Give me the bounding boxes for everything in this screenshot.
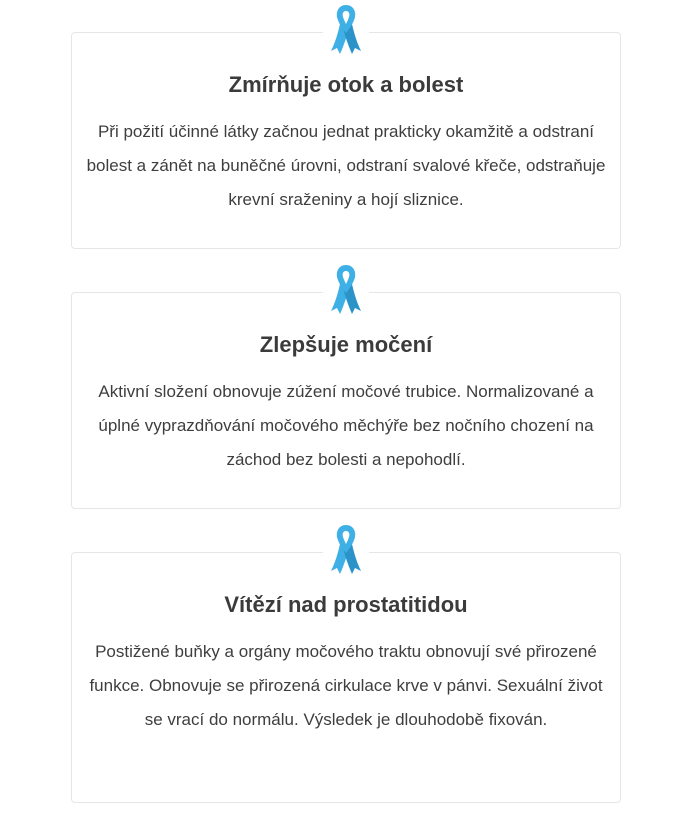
benefit-card bbox=[71, 32, 621, 249]
card-text: Při požití účinné látky začnou jednat prakticky okamžitě a odstraní bolest a zánět na buněčné úrovni, odstraní svalové křeče, odstraňuje krevní sraženiny a hojí sliznice. bbox=[86, 122, 606, 209]
awareness-ribbon-icon bbox=[323, 523, 369, 579]
card-text: Aktivní složení obnovuje zúžení močové trubice. Normalizované a úplné vyprazdňování močového měchýře bez nočního chození na záchod bez bolesti a nepohodlí. bbox=[98, 382, 594, 469]
awareness-ribbon-icon bbox=[323, 263, 369, 319]
benefit-card bbox=[71, 552, 621, 803]
benefit-card bbox=[71, 292, 621, 509]
card-text: Postižené buňky a orgány močového traktu obnovují své přirozené funkce. Obnovuje se přirozená cirkulace krve v pánvi. Sexuální život se vrací do normálu. Výsledek je dlouhodobě fixován. bbox=[89, 642, 603, 729]
awareness-ribbon-icon bbox=[323, 3, 369, 59]
card-title: Vítězí nad prostatitidou bbox=[224, 592, 468, 617]
card-title: Zlepšuje močení bbox=[259, 332, 433, 357]
card-title: Zmírňuje otok a bolest bbox=[228, 72, 464, 97]
